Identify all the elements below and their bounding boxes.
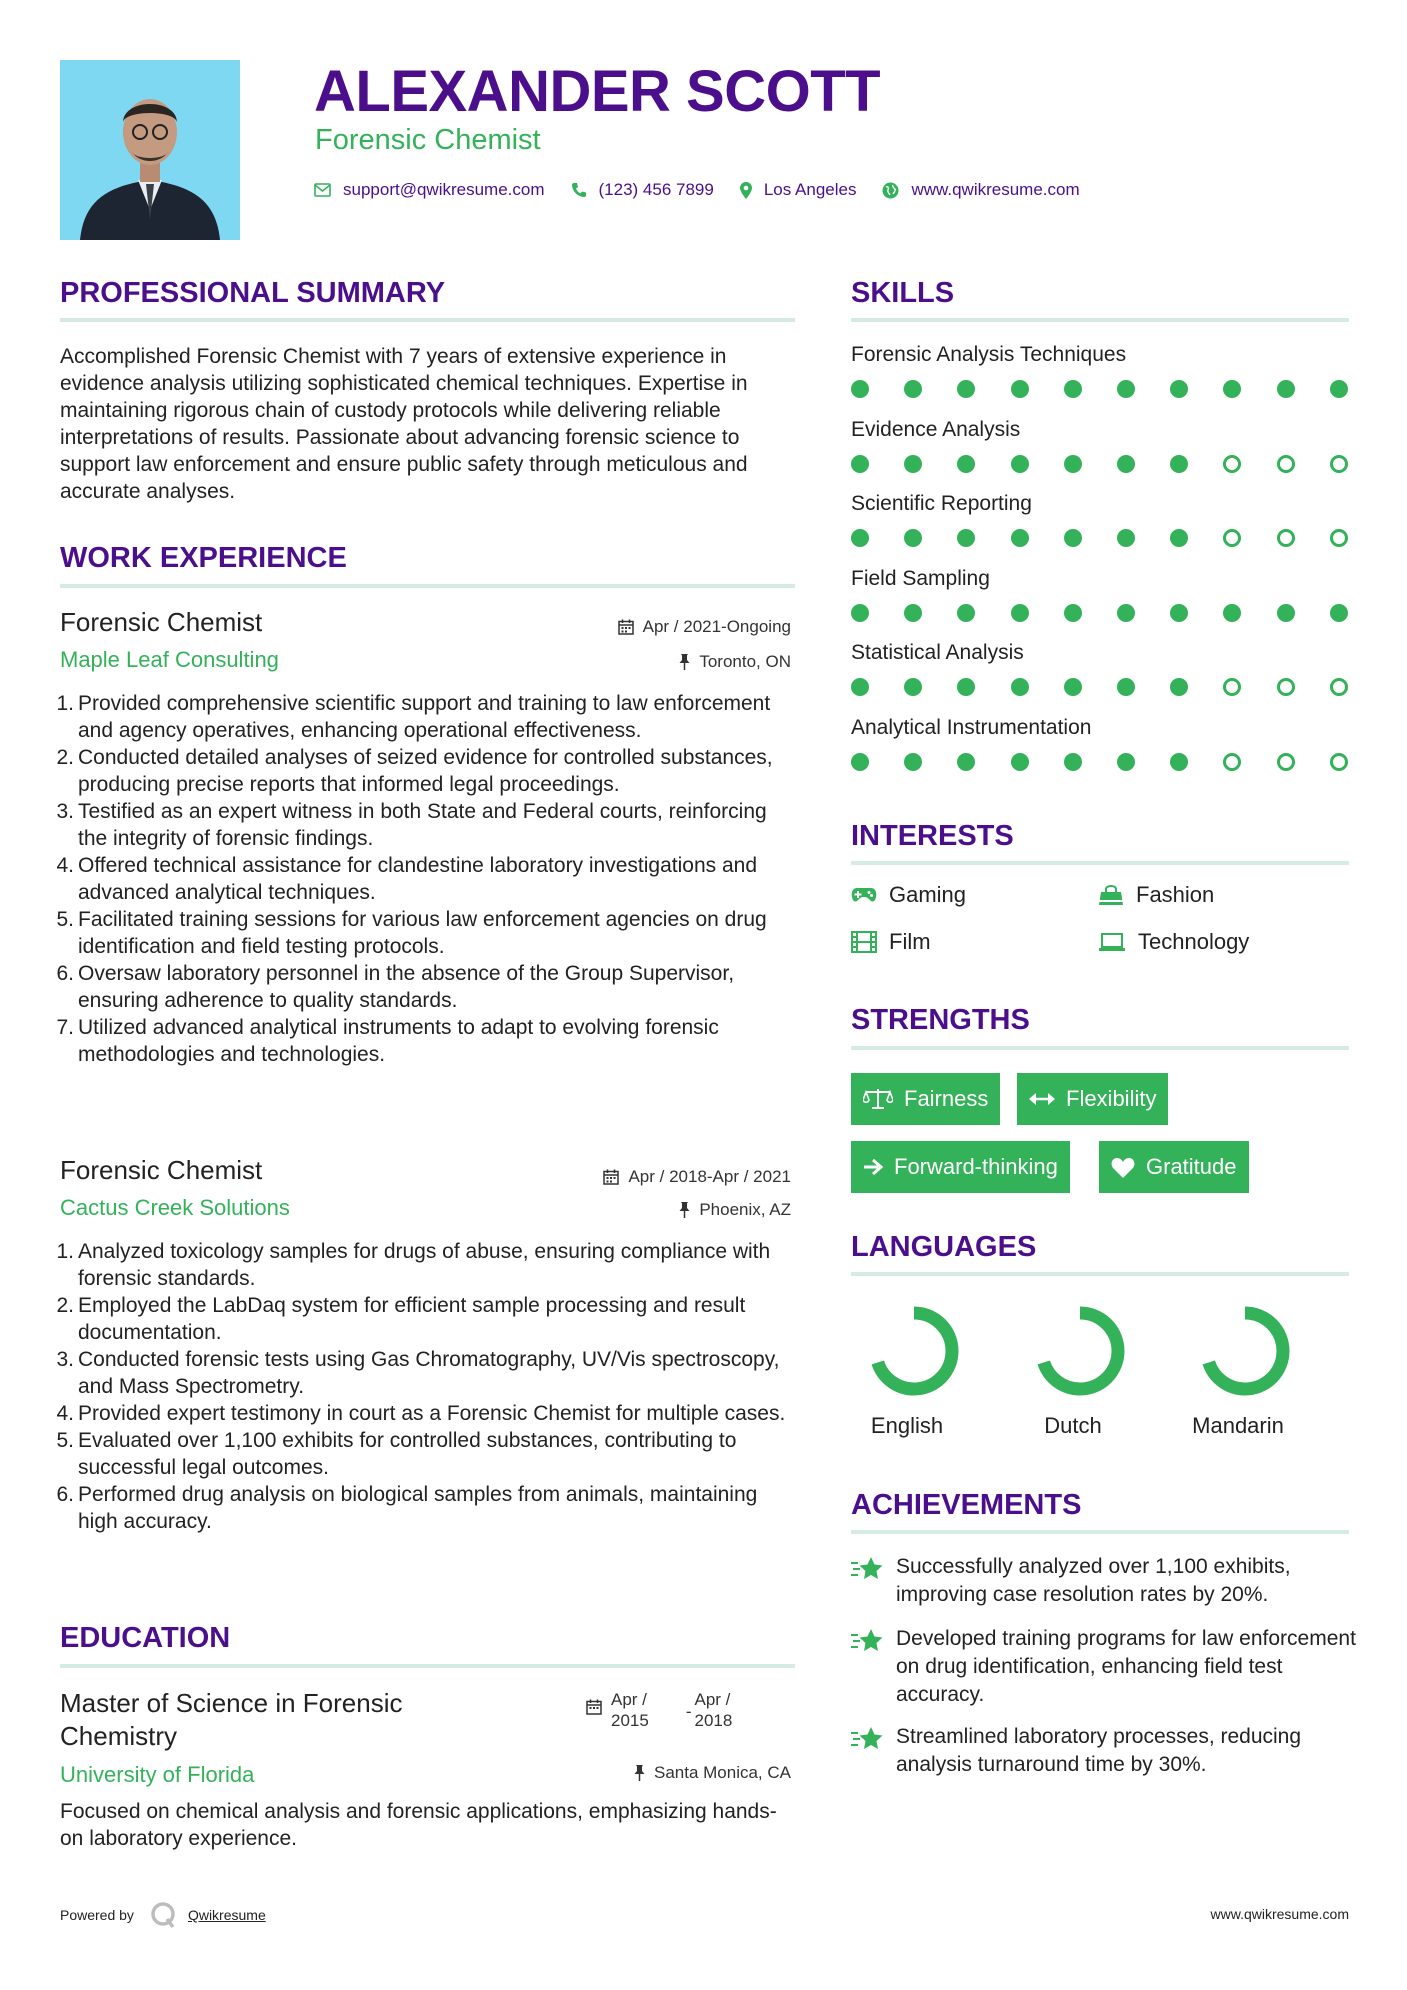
rating-dot-empty xyxy=(1223,678,1241,696)
interests-heading: INTERESTS xyxy=(851,820,1014,852)
rating-dot-filled xyxy=(957,753,975,771)
phone-icon xyxy=(571,182,587,198)
achievement-item xyxy=(851,1723,1361,1779)
contact-phone-text: (123) 456 7899 xyxy=(598,180,714,199)
star-badge-icon xyxy=(851,1725,885,1753)
language-name: English xyxy=(870,1413,944,1438)
language-name: Dutch xyxy=(1044,1413,1102,1438)
rating-dot-filled xyxy=(1170,529,1188,547)
strength-label: Flexibility xyxy=(1066,1086,1157,1111)
rating-dot-filled xyxy=(904,529,922,547)
rating-dot-filled xyxy=(1011,380,1029,398)
skill-name: Statistical Analysis xyxy=(851,641,1024,664)
rating-dot-filled xyxy=(1117,529,1135,547)
skill-rating xyxy=(851,678,1349,696)
achievements-heading: ACHIEVEMENTS xyxy=(851,1489,1082,1521)
job-title: Forensic Chemist xyxy=(60,607,263,637)
list-item: 3. Conducted forensic tests using Gas Chromatography, UV/Vis spectroscopy, and Mass Spectrometry. xyxy=(56,1348,780,1398)
language-progress-ring xyxy=(1197,1303,1293,1399)
language-progress-ring xyxy=(1032,1303,1128,1399)
contact-website-text: www.qwikresume.com xyxy=(911,180,1080,199)
interest-label: Gaming xyxy=(889,882,967,907)
rating-dot-filled xyxy=(1064,753,1082,771)
list-item: 4. Provided expert testimony in court as a Forensic Chemist for multiple cases. xyxy=(56,1402,786,1425)
contact-email-text: support@qwikresume.com xyxy=(343,180,545,199)
rating-dot-filled xyxy=(1330,604,1348,622)
job-company: Cactus Creek Solutions xyxy=(60,1195,290,1220)
rating-dot-filled xyxy=(1064,529,1082,547)
rating-dot-empty xyxy=(1330,753,1348,771)
star-badge-icon xyxy=(851,1555,885,1583)
list-item: 2. Employed the LabDaq system for efficient sample processing and result documentation. xyxy=(56,1294,746,1344)
strength-label: Gratitude xyxy=(1146,1154,1237,1179)
languages-divider xyxy=(851,1272,1349,1276)
star-badge-icon xyxy=(851,1627,885,1655)
skill-name: Evidence Analysis xyxy=(851,417,1021,441)
rating-dot-filled xyxy=(851,529,869,547)
achievement-text: Developed training programs for law enforcement on drug identification, enhancing field test accuracy. xyxy=(896,1627,1356,1706)
job-location xyxy=(679,652,791,672)
rating-dot-filled xyxy=(851,380,869,398)
contact-website[interactable] xyxy=(882,180,1079,200)
education-date: Apr / 2015 - Apr / 2018 xyxy=(586,1689,732,1731)
list-item: 5. Evaluated over 1,100 exhibits for controlled substances, contributing to successful legal outcomes. xyxy=(56,1429,737,1479)
profile-photo xyxy=(60,60,240,240)
list-item: 4. Offered technical assistance for clandestine laboratory investigations and advanced analytical techniques. xyxy=(56,854,758,904)
contact-location xyxy=(740,180,857,200)
calendar-icon xyxy=(586,1699,602,1715)
education-heading: EDUCATION xyxy=(60,1622,231,1654)
film-icon xyxy=(851,931,877,953)
language-ring xyxy=(859,1303,969,1404)
rating-dot-empty xyxy=(1277,678,1295,696)
language-ring xyxy=(1190,1303,1300,1404)
footer-brand-link[interactable]: Qwikresume xyxy=(187,1907,266,1923)
education-text: Focused on chemical analysis and forensic applications, emphasizing hands-on laboratory experience. xyxy=(60,1800,777,1850)
rating-dot-filled xyxy=(1170,380,1188,398)
skill-name: Analytical Instrumentation xyxy=(851,715,1092,739)
gamepad-icon xyxy=(851,886,877,904)
strength-fairness xyxy=(851,1073,1000,1125)
rating-dot-filled xyxy=(957,455,975,473)
footer-site-link[interactable]: www.qwikresume.com xyxy=(1210,1906,1349,1922)
language-ring-arc xyxy=(876,1313,952,1389)
envelope-icon xyxy=(314,183,331,197)
list-item: 6. Performed drug analysis on biological samples from animals, maintaining high accuracy. xyxy=(56,1483,758,1533)
pushpin-icon xyxy=(679,1202,690,1218)
work-heading: WORK EXPERIENCE xyxy=(60,542,347,574)
list-item: 1. Analyzed toxicology samples for drugs of abuse, ensuring compliance with forensic standards. xyxy=(56,1240,771,1290)
interest-film xyxy=(851,929,931,955)
skill-name: Scientific Reporting xyxy=(851,492,1032,515)
rating-dot-empty xyxy=(1223,529,1241,547)
contact-email[interactable] xyxy=(314,180,545,200)
skills-heading: SKILLS xyxy=(851,277,955,309)
rating-dot-empty xyxy=(1277,753,1295,771)
education-school: University of Florida xyxy=(60,1762,255,1787)
pushpin-icon xyxy=(634,1765,645,1781)
skills-divider xyxy=(851,318,1349,322)
rating-dot-filled xyxy=(1277,604,1295,622)
rating-dot-empty xyxy=(1223,753,1241,771)
rating-dot-filled xyxy=(1170,455,1188,473)
rating-dot-empty xyxy=(1223,455,1241,473)
rating-dot-filled xyxy=(851,455,869,473)
job-date-text: Apr / 2021-Ongoing xyxy=(642,617,791,636)
rating-dot-empty xyxy=(1330,678,1348,696)
rating-dot-filled xyxy=(1223,380,1241,398)
laptop-icon xyxy=(1098,932,1126,952)
rating-dot-filled xyxy=(1170,678,1188,696)
globe-icon xyxy=(882,182,899,199)
contact-phone[interactable] xyxy=(571,180,714,200)
calendar-icon xyxy=(618,619,634,635)
interest-fashion xyxy=(1098,882,1214,908)
rating-dot-filled xyxy=(1064,604,1082,622)
achievement-item xyxy=(851,1625,1361,1709)
strength-label: Fairness xyxy=(904,1086,989,1111)
interest-label: Fashion xyxy=(1136,882,1215,907)
interest-label: Technology xyxy=(1138,929,1250,954)
rating-dot-filled xyxy=(957,678,975,696)
summary-divider xyxy=(60,318,795,322)
rating-dot-filled xyxy=(1117,455,1135,473)
arrow-right-icon xyxy=(863,1158,883,1176)
degree-title: Master of Science in Forensic Chemistry xyxy=(60,1688,403,1751)
job-date-text: Apr / 2018-Apr / 2021 xyxy=(628,1167,791,1186)
rating-dot-filled xyxy=(1011,455,1029,473)
language-ring xyxy=(1025,1303,1135,1404)
languages-heading: LANGUAGES xyxy=(851,1231,1037,1263)
pushpin-icon xyxy=(679,654,690,670)
skill-rating xyxy=(851,604,1349,622)
rating-dot-filled xyxy=(1330,380,1348,398)
rating-dot-filled xyxy=(1117,678,1135,696)
rating-dot-filled xyxy=(851,678,869,696)
rating-dot-filled xyxy=(851,604,869,622)
job-title: Forensic Chemist xyxy=(60,1155,263,1185)
skill-rating xyxy=(851,380,1349,398)
rating-dot-empty xyxy=(1330,455,1348,473)
education-divider xyxy=(60,1664,795,1668)
strength-label: Forward-thinking xyxy=(894,1154,1058,1179)
rating-dot-filled xyxy=(904,380,922,398)
job-bullets xyxy=(56,690,795,1068)
rating-dot-filled xyxy=(1011,678,1029,696)
rating-dot-empty xyxy=(1330,529,1348,547)
language-ring-arc xyxy=(1042,1313,1118,1389)
interest-gaming xyxy=(851,882,966,908)
rating-dot-empty xyxy=(1277,529,1295,547)
rating-dot-filled xyxy=(1064,678,1082,696)
rating-dot-filled xyxy=(904,455,922,473)
rating-dot-filled xyxy=(957,380,975,398)
shopping-bag-icon xyxy=(1098,884,1124,906)
skill-name: Field Sampling xyxy=(851,566,990,590)
rating-dot-filled xyxy=(1011,753,1029,771)
rating-dot-filled xyxy=(1011,529,1029,547)
strengths-heading: STRENGTHS xyxy=(851,1004,1030,1036)
job-location xyxy=(679,1200,791,1220)
rating-dot-filled xyxy=(1117,753,1135,771)
summary-text: Accomplished Forensic Chemist with 7 years of extensive experience in evidence analysis utilizing sophisticated chemical techniques. Expertise in maintaining rigorous chain of custody protocols while delivering reliable interpretations of results. Passionate about advancing forensic science to support law enforcement and ensure public safety through meticulous and accurate analyses. xyxy=(60,345,748,503)
interest-label: Film xyxy=(889,929,931,954)
list-item: 5. Facilitated training sessions for various law enforcement agencies on drug identification and field testing protocols. xyxy=(56,908,767,958)
contact-bar xyxy=(314,180,1106,200)
job-location-text: Toronto, ON xyxy=(699,652,791,671)
job-bullets xyxy=(56,1238,795,1535)
rating-dot-filled xyxy=(1117,380,1135,398)
strengths-divider xyxy=(851,1046,1349,1050)
interests-divider xyxy=(851,861,1349,865)
contact-location-text: Los Angeles xyxy=(763,180,857,199)
education-location-text: Santa Monica, CA xyxy=(653,1763,791,1782)
rating-dot-filled xyxy=(851,753,869,771)
job-company: Maple Leaf Consulting xyxy=(60,647,279,672)
interest-technology xyxy=(1098,929,1249,955)
strength-flexibility xyxy=(1017,1073,1168,1125)
list-item: 1. Provided comprehensive scientific support and training to law enforcement and agency operatives, enhancing operational effectiveness. xyxy=(56,692,771,742)
skill-rating xyxy=(851,455,1349,473)
footer-powered xyxy=(60,1900,266,1930)
education-location xyxy=(634,1763,791,1783)
list-item: 3. Testified as an expert witness in both State and Federal courts, reinforcing the integrity of forensic findings. xyxy=(56,800,767,850)
person-photo-icon xyxy=(60,60,240,240)
achievement-item xyxy=(851,1553,1361,1609)
job-date xyxy=(618,617,791,637)
strength-forward-thinking xyxy=(851,1141,1070,1193)
rating-dot-empty xyxy=(1277,455,1295,473)
footer-powered-text: Powered by xyxy=(60,1907,134,1923)
list-item: 6. Oversaw laboratory personnel in the absence of the Group Supervisor, ensuring adherence to quality standards. xyxy=(56,962,735,1012)
rating-dot-filled xyxy=(957,529,975,547)
heart-icon xyxy=(1111,1157,1135,1178)
summary-heading: PROFESSIONAL SUMMARY xyxy=(60,277,446,309)
rating-dot-filled xyxy=(1011,604,1029,622)
rating-dot-filled xyxy=(1170,753,1188,771)
balance-scale-icon xyxy=(863,1088,893,1110)
list-item: 7. Utilized advanced analytical instruments to adapt to evolving forensic methodologies and technologies. xyxy=(56,1016,719,1066)
language-name: Mandarin xyxy=(1192,1413,1284,1438)
skill-rating xyxy=(851,529,1349,547)
language-progress-ring xyxy=(866,1303,962,1399)
rating-dot-filled xyxy=(1117,604,1135,622)
arrows-horizontal-icon xyxy=(1029,1092,1055,1106)
map-marker-icon xyxy=(740,182,752,199)
rating-dot-filled xyxy=(1277,380,1295,398)
job-location-text: Phoenix, AZ xyxy=(699,1200,791,1219)
strength-gratitude xyxy=(1099,1141,1249,1193)
rating-dot-filled xyxy=(1064,380,1082,398)
candidate-role: Forensic Chemist xyxy=(315,124,541,156)
rating-dot-filled xyxy=(1064,455,1082,473)
candidate-name: ALEXANDER SCOTT xyxy=(314,59,881,124)
achievements-divider xyxy=(851,1530,1349,1534)
skill-name: Forensic Analysis Techniques xyxy=(851,343,1127,366)
rating-dot-filled xyxy=(957,604,975,622)
rating-dot-filled xyxy=(904,678,922,696)
qwikresume-logo-icon xyxy=(148,1900,178,1930)
job-date xyxy=(603,1167,791,1187)
achievement-text: Successfully analyzed over 1,100 exhibits, improving case resolution rates by 20%. xyxy=(896,1555,1291,1606)
calendar-icon xyxy=(603,1169,619,1185)
achievement-text: Streamlined laboratory processes, reducing analysis turnaround time by 30%. xyxy=(896,1725,1302,1776)
rating-dot-filled xyxy=(904,753,922,771)
work-divider xyxy=(60,584,795,588)
language-ring-arc xyxy=(1207,1313,1283,1389)
rating-dot-filled xyxy=(904,604,922,622)
skill-rating xyxy=(851,753,1349,771)
rating-dot-filled xyxy=(1223,604,1241,622)
rating-dot-filled xyxy=(1170,604,1188,622)
list-item: 2. Conducted detailed analyses of seized evidence for controlled substances, producing precise reports that informed legal proceedings. xyxy=(56,746,773,796)
